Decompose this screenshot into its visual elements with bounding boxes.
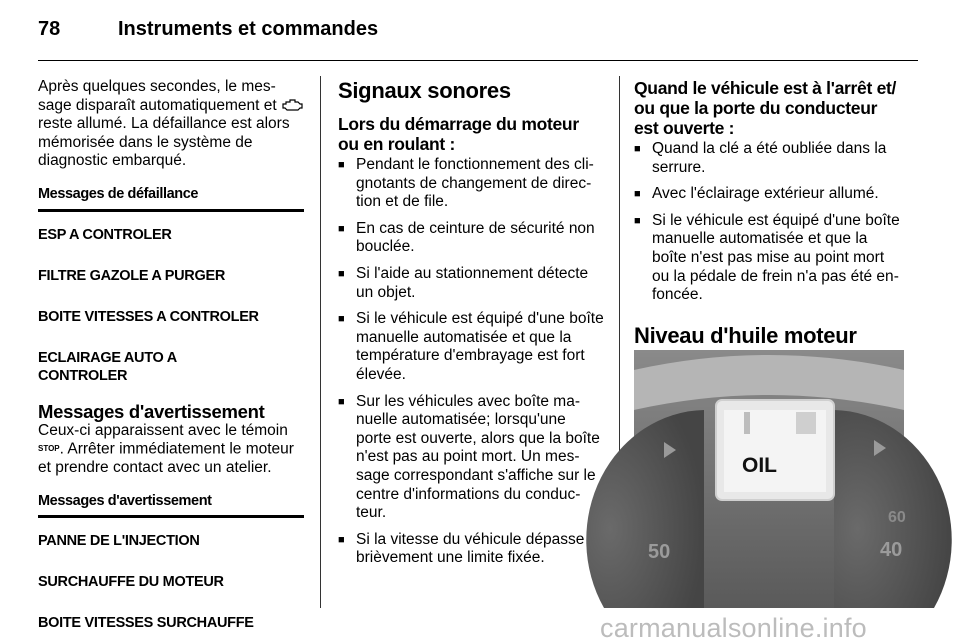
audible-signals-subtitle: Lors du démarrage du moteur ou en roulant :: [338, 114, 579, 154]
failure-heading-rule: [38, 209, 304, 212]
failure-message: BOITE VITESSES A CONTROLER: [38, 308, 259, 325]
stop-icon: STOP: [38, 444, 60, 454]
column-divider-1: [320, 76, 321, 608]
gauge-label-left: 50: [648, 541, 671, 563]
warning-messages-title: Messages d'avertissement: [38, 400, 265, 422]
page-title: Instruments et commandes: [118, 18, 379, 40]
list-item: ■ Pendant le fonctionnement des clignotants de changement de direction et de file.: [338, 156, 604, 212]
oil-dashboard-photo: [634, 350, 904, 608]
warning-messages-heading: Messages d'avertissement: [38, 492, 212, 509]
oil-display-text: OIL: [742, 454, 777, 477]
list-item: ■ Si le véhicule est équipé d'une boîte manuelle automatisée et que la température d'embrayage est fort élevée.: [338, 310, 604, 384]
list-item: ■ Avec l'éclairage extérieur allumé.: [634, 185, 904, 204]
failure-message: FILTRE GAZOLE A PURGER: [38, 267, 225, 284]
warning-message: BOITE VITESSES SURCHAUFFE: [38, 615, 254, 632]
column-1: [38, 78, 304, 632]
failure-message: ECLAIRAGE AUTO A CONTROLER: [38, 349, 177, 384]
page-number: 78: [38, 18, 61, 40]
failure-message: ESP A CONTROLER: [38, 226, 172, 243]
list-item: ■ Si la vitesse du véhicule dépasse brièvement une limite fixée.: [338, 531, 604, 568]
list-item: ■ Si le véhicule est équipé d'une boîte manuelle automatisée et que la boîte n'est pas mise au point mort ou la pédale de frein n'a pas été enfoncée.: [634, 212, 904, 305]
warning-heading-rule: [38, 515, 304, 518]
section-title-audible-signals: Signaux sonores: [338, 78, 511, 103]
warning-message: PANNE DE L'INJECTION: [38, 533, 200, 550]
audible-signals-list: [338, 156, 604, 568]
warning-message: SURCHAUFFE DU MOTEUR: [38, 574, 224, 591]
list-item: ■ En cas de ceinture de sécurité non bouclée.: [338, 220, 604, 257]
section-title-oil-level: Niveau d'huile moteur: [634, 322, 857, 348]
stationary-subtitle: Quand le véhicule est à l'arrêt et/ ou que la porte du conducteur est ouverte :: [634, 78, 897, 138]
intro-paragraph: Après quelques secondes, le message disparaît automatiquement et reste allumé. La défaillance est alors mémorisée dans le système de diagnostic embarqué.: [38, 78, 304, 171]
list-item: ■ Quand la clé a été oubliée dans la serrure.: [634, 140, 904, 177]
engine-warning-icon: [281, 99, 303, 111]
warning-paragraph: Ceux-ci apparaissent avec le témoin STOP. Arrêter immédiatement le moteur et prendre contact avec un atelier.: [38, 421, 294, 477]
header-rule: [38, 60, 918, 61]
list-item: ■ Sur les véhicules avec boîte manuelle automatisée; lorsqu'une porte est ouverte, alors que la boîte n'est pas au point mort. Un message correspondant s'affiche sur le centre d'informations du conducteur.: [338, 393, 604, 523]
watermark: carmanualsonline.info: [600, 613, 867, 643]
column-2: [338, 78, 604, 576]
column-3: [634, 78, 904, 349]
gauge-label-right-bottom: 40: [880, 539, 903, 561]
failure-messages-heading: Messages de défaillance: [38, 185, 199, 202]
stationary-list: [634, 140, 904, 305]
page-header: [38, 18, 918, 58]
gauge-label-right-top: 60: [888, 509, 906, 526]
list-item: ■ Si l'aide au stationnement détecte un objet.: [338, 265, 604, 302]
